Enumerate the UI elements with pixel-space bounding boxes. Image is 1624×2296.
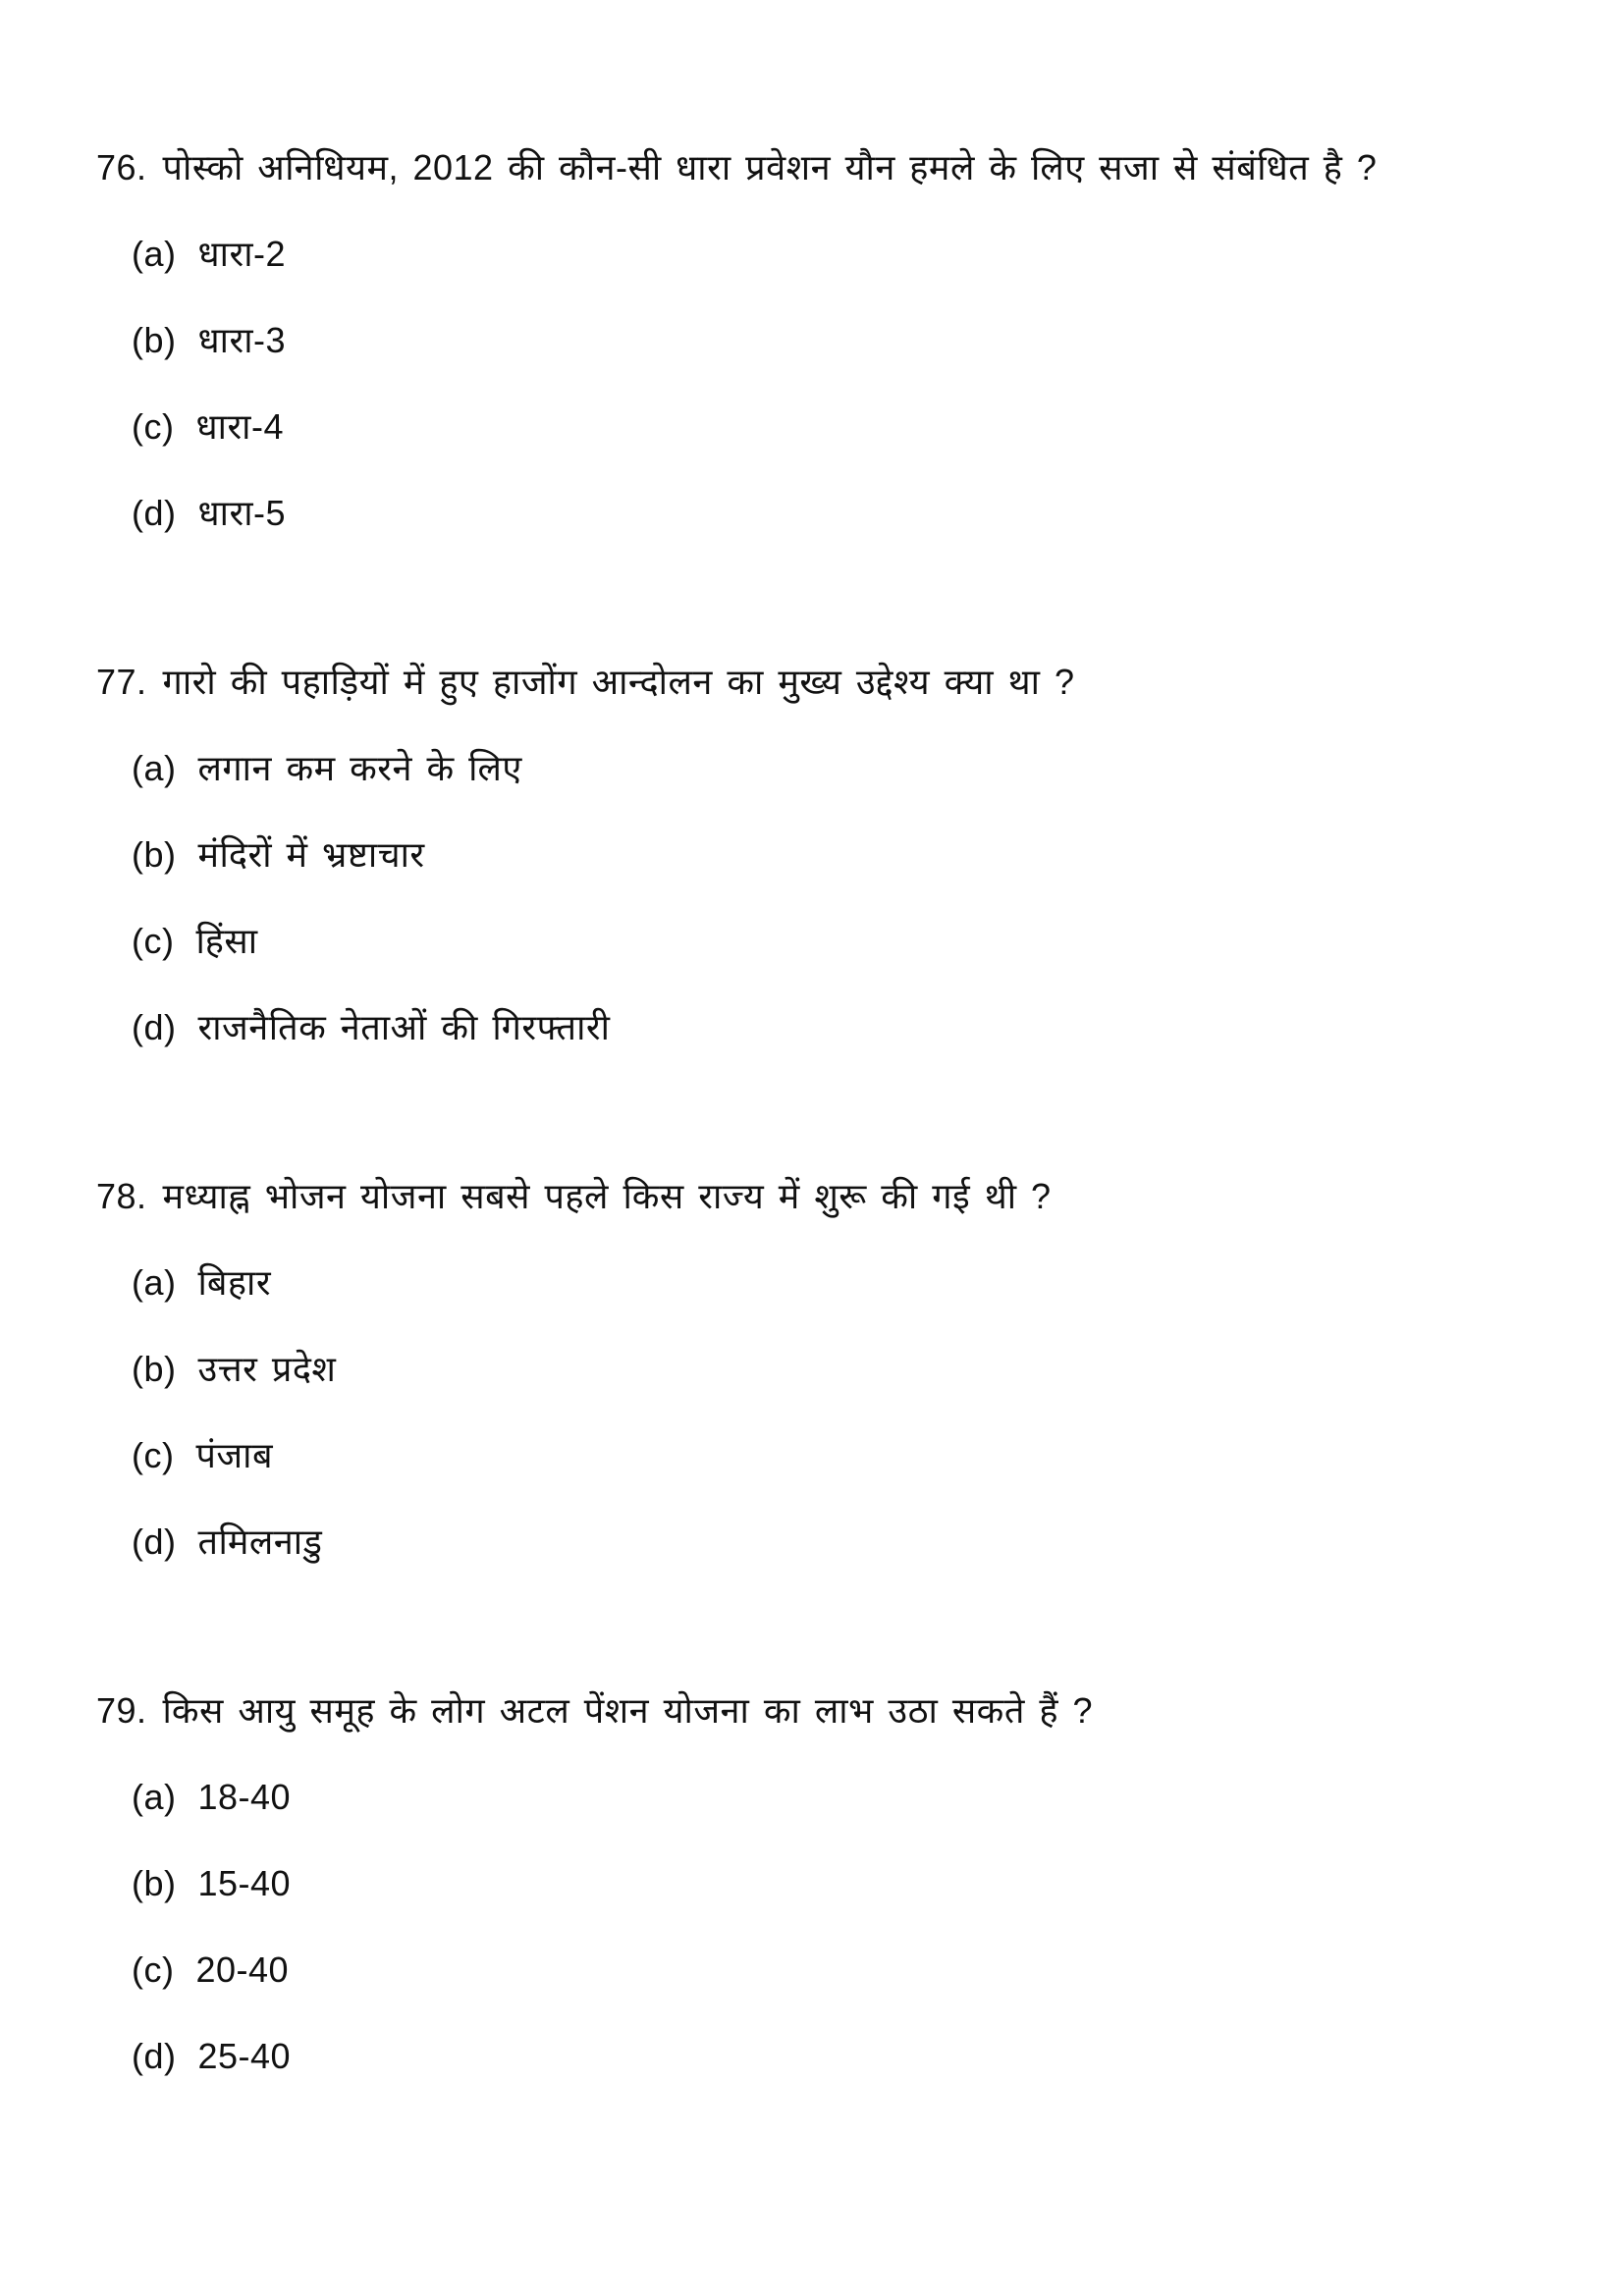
question-78 (96, 1164, 1555, 1585)
option-text: तमिलनाडु (197, 1522, 323, 1562)
option-text: धारा-5 (197, 493, 287, 533)
option-text: 25-40 (197, 2036, 292, 2076)
option-row-c (132, 384, 1555, 470)
option-label: (d) (132, 493, 177, 533)
option-label: (d) (132, 1007, 177, 1047)
question-text: मध्याह्न भोजन योजना सबसे पहले किस राज्य में शुरू की गई थी ? (162, 1176, 1052, 1216)
options-list (96, 725, 1555, 1071)
question-text: पोस्को अनिधियम, 2012 की कौन-सी धारा प्रवेशन यौन हमले के लिए सजा से संबंधित है ? (162, 147, 1378, 187)
option-row-c (132, 1413, 1555, 1499)
option-label: (c) (132, 1435, 175, 1475)
options-list (96, 1754, 1555, 2100)
question-79 (96, 1679, 1555, 2100)
option-label: (c) (132, 406, 175, 447)
option-text: धारा-4 (195, 406, 285, 447)
option-text: धारा-2 (197, 234, 287, 274)
option-label: (c) (132, 1949, 175, 1990)
option-row-a (132, 1754, 1555, 1841)
option-text: मंदिरों में भ्रष्टाचार (197, 834, 425, 875)
option-row-a (132, 1240, 1555, 1326)
options-list (96, 211, 1555, 557)
option-text: पंजाब (195, 1435, 274, 1475)
option-text: 18-40 (197, 1777, 292, 1817)
option-label: (a) (132, 234, 177, 274)
option-row-d (132, 470, 1555, 557)
option-text: लगान कम करने के लिए (197, 748, 522, 788)
question-text: किस आयु समूह के लोग अटल पेंशन योजना का लाभ उठा सकते हैं ? (162, 1690, 1093, 1731)
option-row-d (132, 985, 1555, 1071)
question-76 (96, 135, 1555, 557)
option-row-d (132, 1499, 1555, 1585)
option-label: (b) (132, 320, 177, 360)
option-row-a (132, 725, 1555, 812)
question-line (96, 1679, 1520, 1742)
question-text: गारो की पहाड़ियों में हुए हाजोंग आन्दोलन का मुख्य उद्देश्य क्या था ? (162, 662, 1075, 702)
option-label: (b) (132, 834, 177, 875)
question-number: 78. (96, 1176, 147, 1216)
question-number: 76. (96, 147, 147, 187)
question-77 (96, 650, 1555, 1071)
option-label: (b) (132, 1863, 177, 1903)
question-number: 77. (96, 662, 147, 702)
option-text: उत्तर प्रदेश (197, 1349, 337, 1389)
option-text: धारा-3 (197, 320, 287, 360)
option-row-d (132, 2013, 1555, 2100)
option-label: (d) (132, 2036, 177, 2076)
option-row-c (132, 1927, 1555, 2013)
option-row-c (132, 898, 1555, 985)
option-row-b (132, 1841, 1555, 1927)
question-line (96, 1164, 1520, 1228)
question-line (96, 650, 1520, 714)
option-row-b (132, 812, 1555, 898)
option-text: 20-40 (195, 1949, 290, 1990)
option-label: (a) (132, 1262, 177, 1303)
option-row-b (132, 1326, 1555, 1413)
option-label: (d) (132, 1522, 177, 1562)
option-text: हिंसा (195, 921, 258, 961)
option-label: (a) (132, 1777, 177, 1817)
option-text: राजनैतिक नेताओं की गिरफ्तारी (197, 1007, 611, 1047)
question-number: 79. (96, 1690, 147, 1731)
option-label: (b) (132, 1349, 177, 1389)
options-list (96, 1240, 1555, 1585)
option-text: बिहार (197, 1262, 272, 1303)
option-row-a (132, 211, 1555, 297)
option-text: 15-40 (197, 1863, 292, 1903)
question-line (96, 135, 1520, 199)
option-label: (a) (132, 748, 177, 788)
option-row-b (132, 297, 1555, 384)
option-label: (c) (132, 921, 175, 961)
